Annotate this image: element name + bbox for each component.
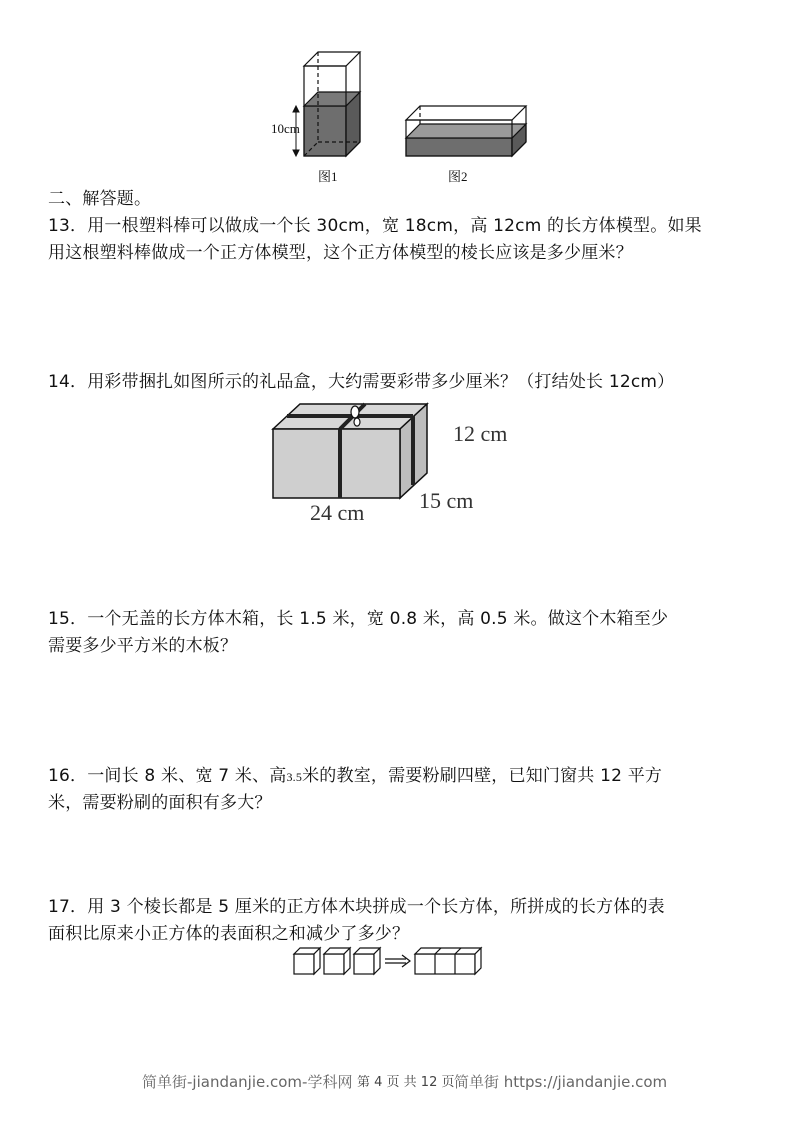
container-figures: [260, 48, 540, 188]
question-13-line-2: 用这根塑料棒做成一个正方体模型，这个正方体模型的棱长应该是多少厘米？: [48, 243, 633, 263]
gift-box-height-label: 12 cm: [453, 421, 508, 446]
cube-2: [324, 948, 350, 974]
gift-box-figure: [265, 402, 435, 502]
joined-cuboid: [415, 948, 481, 974]
question-16-text-b: 米的教室，需要粉刷四壁，已知门窗共 12 平方: [302, 766, 663, 786]
height-10cm-label: 10cm: [271, 121, 300, 136]
right-arrow-icon: [385, 955, 410, 967]
cube-1: [294, 948, 320, 974]
footer-left-watermark: 简单街-jiandanjie.com-学科网: [142, 1073, 353, 1091]
figure-2-caption: 图2: [448, 169, 468, 184]
question-16-line-1: [48, 763, 662, 791]
question-17-line-1: 17．用 3 个棱长都是 5 厘米的正方体木块拼成一个长方体，所拼成的长方体的表: [48, 897, 665, 917]
question-16-text-a: 16．一间长 8 米、宽 7 米、高: [48, 766, 287, 786]
section-title: 二、解答题。: [48, 189, 152, 209]
cube-3: [354, 948, 380, 974]
footer-right-watermark: 简单街 https://jiandanjie.com: [454, 1073, 668, 1091]
cubes-figure: [290, 944, 486, 976]
question-16-height-value: 3.5: [286, 770, 303, 784]
footer-page-number: 第 4 页 共 12 页: [357, 1075, 455, 1090]
question-17-line-2: 面积比原来小正方体的表面积之和减少了多少？: [48, 924, 410, 944]
figure-1-caption: 图1: [318, 169, 338, 184]
question-15-line-2: 需要多少平方米的木板？: [48, 636, 238, 656]
question-15-line-1: 15．一个无盖的长方体木箱，长 1.5 米，宽 0.8 米，高 0.5 米。做这个木箱至少: [48, 609, 669, 629]
figure-2-flat-box: [406, 106, 526, 156]
gift-box-width-label: 15 cm: [419, 488, 474, 513]
gift-box-length-label: 24 cm: [310, 500, 365, 525]
figure-1-tall-box: [304, 52, 360, 156]
question-14-line-1: 14．用彩带捆扎如图所示的礼品盒，大约需要彩带多少厘米？（打结处长 12cm）: [48, 372, 675, 392]
question-13-line-1: 13．用一根塑料棒可以做成一个长 30cm，宽 18cm，高 12cm 的长方体模型。如果: [48, 216, 702, 236]
question-16-line-2: 米，需要粉刷的面积有多大？: [48, 793, 272, 813]
